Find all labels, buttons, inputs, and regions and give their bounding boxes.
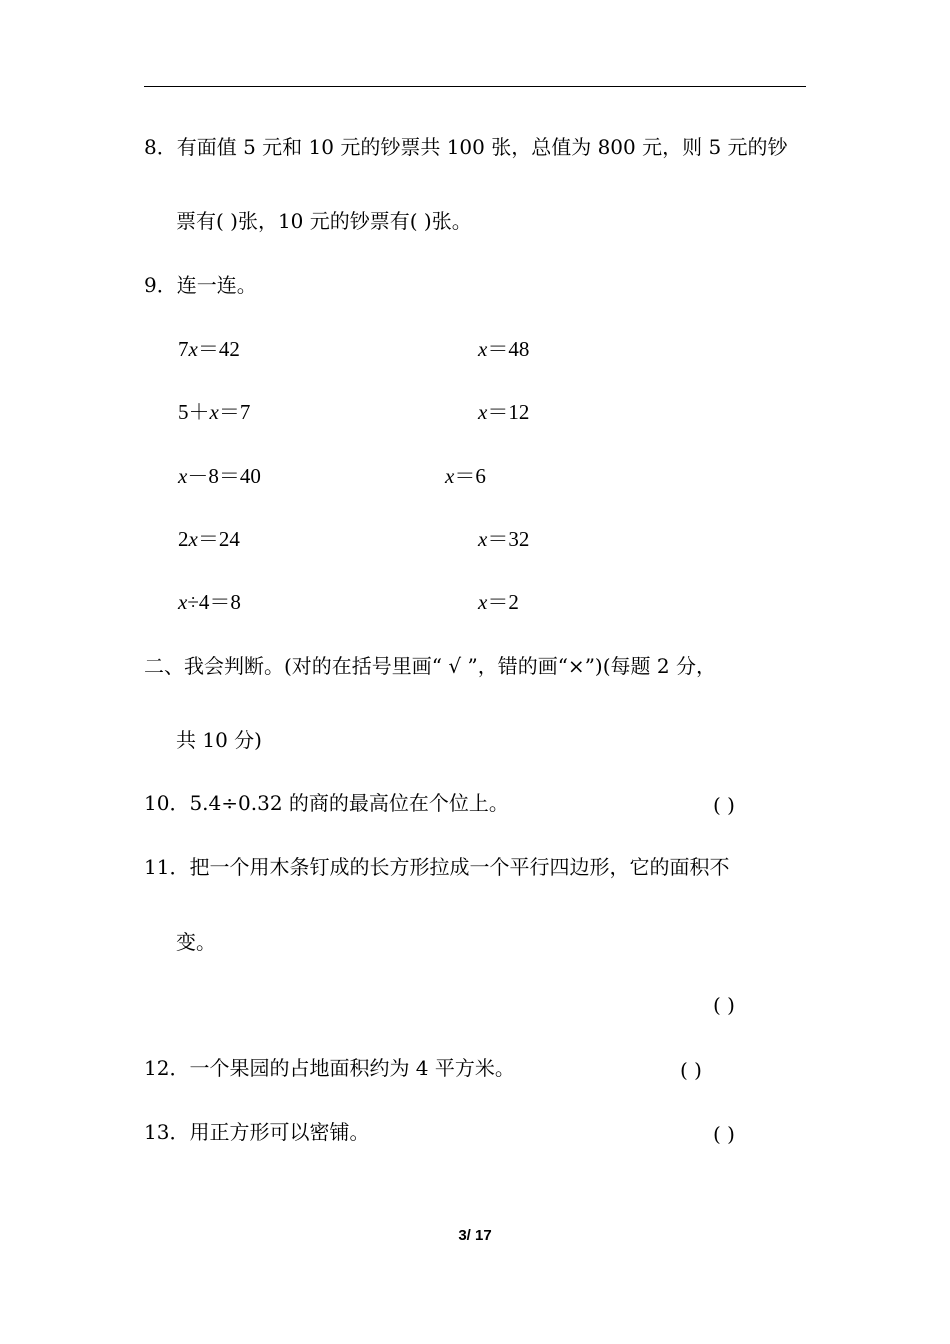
answer-parentheses[interactable]: ( ) (680, 1058, 702, 1082)
question-10 (144, 790, 509, 816)
question-text: 5.4÷0.32 的商的最高位在个位上。 (189, 791, 509, 815)
equation-right: x＝2 (478, 590, 519, 614)
page-number: 3/ 17 (458, 1227, 492, 1244)
equation-right: x＝12 (478, 400, 530, 424)
question-number: 8． (144, 135, 177, 159)
question-13 (144, 1119, 369, 1145)
question-number: 9． (144, 273, 177, 297)
question-11 (144, 854, 729, 880)
answer-parentheses[interactable]: ( ) (713, 793, 735, 817)
question-number: 13． (144, 1120, 190, 1144)
question-text: 把一个用木条钉成的长方形拉成一个平行四边形，它的面积不 (189, 855, 730, 879)
answer-parentheses[interactable]: ( ) (713, 1122, 735, 1146)
question-9 (144, 272, 257, 298)
question-11-continuation: 变。 (176, 930, 216, 954)
question-text: 用正方形可以密铺。 (189, 1120, 370, 1144)
section-heading-continuation: 共 10 分) (176, 728, 262, 752)
equation-right: x＝48 (478, 337, 530, 361)
question-number: 11． (144, 855, 190, 879)
question-12 (144, 1055, 515, 1081)
header-rule (144, 86, 806, 87)
equation-right: x＝6 (445, 464, 486, 488)
equation-left: 7x＝42 (178, 337, 240, 361)
question-text: 一个果园的占地面积约为 4 平方米。 (189, 1056, 515, 1080)
answer-parentheses[interactable]: ( ) (713, 993, 735, 1017)
equation-left: 5＋x＝7 (178, 400, 251, 424)
question-text: 连一连。 (176, 273, 257, 297)
question-number: 12． (144, 1056, 190, 1080)
section-heading: 二、我会判断。(对的在括号里画“ √ ”，错的画“×”)(每题 2 分， (144, 654, 716, 678)
question-8 (144, 134, 788, 160)
equation-left: x－8＝40 (178, 464, 261, 488)
equation-left: 2x＝24 (178, 527, 240, 551)
equation-left: x÷4＝8 (178, 590, 241, 614)
equation-right: x＝32 (478, 527, 530, 551)
question-text: 有面值 5 元和 10 元的钞票共 100 张，总值为 800 元，则 5 元的钞 (176, 135, 788, 159)
question-number: 10． (144, 791, 190, 815)
question-8-continuation: 票有( )张，10 元的钞票有( )张。 (176, 209, 472, 233)
